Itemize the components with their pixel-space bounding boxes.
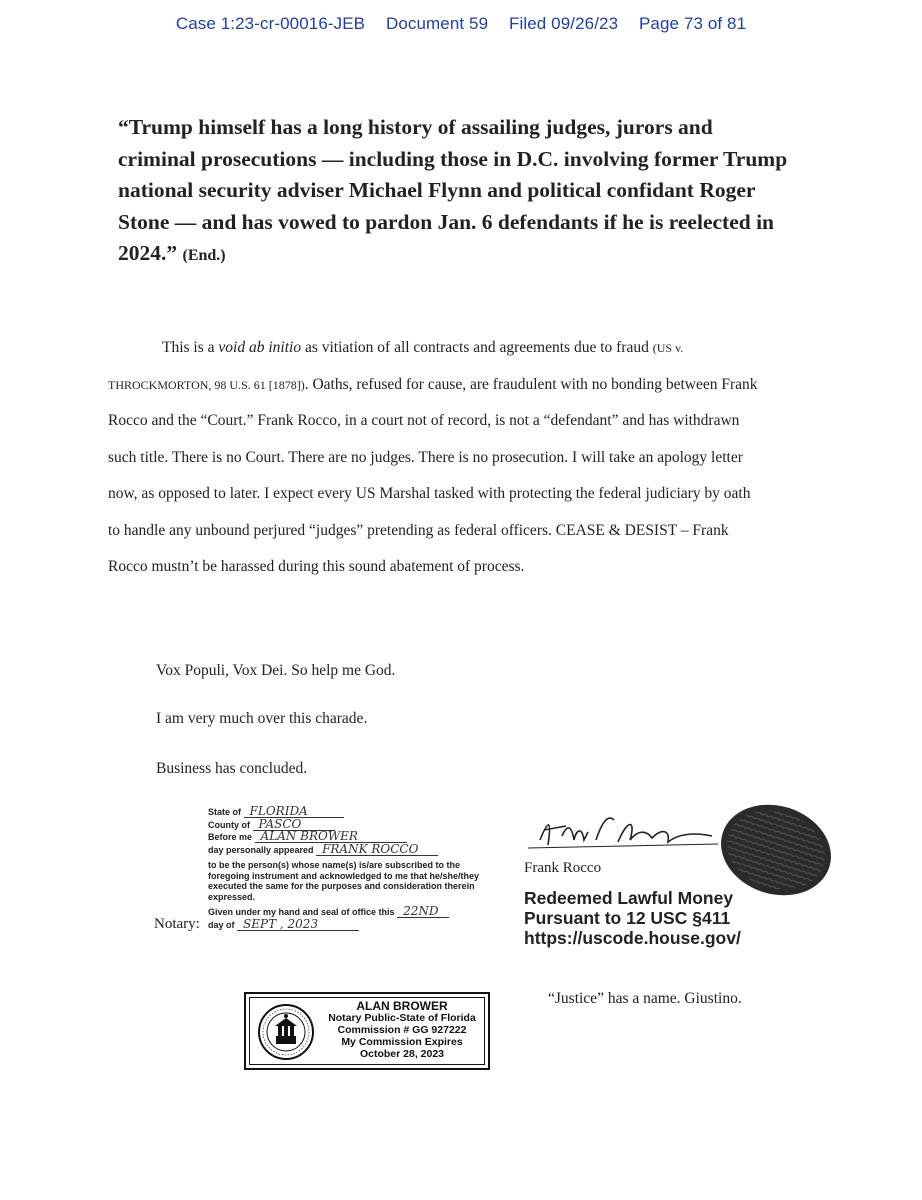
notary-seal <box>244 992 490 1070</box>
seal-line-3: Commission # GG 927222 <box>337 1024 467 1036</box>
body-part2: . Oaths, refused for cause, are fraudulent with no bonding between Frank Rocco and the “Court.” Frank Rocco, in a court not of record, is not a “defendant” and has withdrawn such title. There is no Court. There are no judges. There is no prosecution. I will take an apology letter now, as opposed to later. I expect every US Marshal tasked with protecting the federal judiciary by oath to handle any unbound perjured “judges” pretending as federal officers. CEASE & DESIST – Frank Rocco mustn’t be harassed during this sound abatement of process. <box>108 375 758 575</box>
seal-line-4: My Commission Expires <box>341 1036 463 1048</box>
lawful-money-stamp <box>524 888 741 948</box>
body-citation: (US v. THROCKMORTON, 98 U.S. 61 [1878]) <box>108 341 684 392</box>
signature-area <box>518 800 848 960</box>
body-italic-term: void ab initio <box>218 339 302 356</box>
body-lead: This is a <box>162 339 219 356</box>
state-seal-icon <box>256 1002 316 1062</box>
lawful-line-1: Redeemed Lawful Money <box>524 888 734 908</box>
notary-label: Notary: <box>154 916 200 932</box>
seal-line-5: October 28, 2023 <box>359 1048 445 1060</box>
closing-line-2: I am very much over this charade. <box>156 710 368 727</box>
seal-text <box>320 1000 484 1060</box>
day-of-label: day of <box>208 919 235 930</box>
filed-date: Filed 09/26/23 <box>509 14 619 33</box>
notary-statement: to be the person(s) whose name(s) is/are subscribed to the foregoing instrument and acknowledged to me that he/she/they executed the same for the purposes and consideration therein expressed. <box>208 860 480 902</box>
quote-end-tag: (End.) <box>182 247 226 264</box>
state-label: State of <box>208 807 242 817</box>
page-number: Page 73 of 81 <box>638 14 747 33</box>
lawful-line-2: Pursuant to 12 USC §411 <box>524 908 731 928</box>
quote-text: “Trump himself has a long history of assailing judges, jurors and criminal prosecutions — including those in D.C. involving former Trump national security adviser Michael Flynn and political confidant Roger Stone — and has vowed to pardon Jan. 6 defendants if he is reelected in 2024.” <box>118 115 788 265</box>
quote-block <box>118 112 788 272</box>
day-of-value: SEPT , 2023 <box>237 919 359 931</box>
seal-notary-name: ALAN BROWER <box>356 999 448 1013</box>
seal-line-2: Notary Public-State of Florida <box>328 1012 476 1024</box>
closing-line-3: Business has concluded. <box>156 760 308 777</box>
county-label: County of <box>208 819 250 830</box>
state-value: FLORIDA <box>244 806 344 818</box>
appeared-label: day personally appeared <box>208 844 314 855</box>
before-value: ALAN BROWER <box>255 831 407 843</box>
notary-acknowledgment <box>208 806 498 931</box>
case-header <box>0 14 922 34</box>
before-label: Before me <box>208 832 253 842</box>
given-label: Given under my hand and seal of office this <box>208 907 395 917</box>
body-paragraph <box>108 330 758 586</box>
appeared-value: FRANK ROCCO <box>316 844 438 856</box>
closing-line-1: Vox Populi, Vox Dei. So help me God. <box>156 662 396 679</box>
signer-name: Frank Rocco <box>524 860 602 876</box>
given-day: 22ND <box>397 906 449 918</box>
case-number: Case 1:23-cr-00016-JEB <box>175 14 366 33</box>
body-part1: as vitiation of all contracts and agreements due to fraud <box>301 339 653 356</box>
document-number: Document 59 <box>385 14 489 33</box>
county-value: PASCO <box>253 819 335 831</box>
justice-line: “Justice” has a name. Giustino. <box>548 990 742 1007</box>
lawful-line-3: https://uscode.house.gov/ <box>524 928 741 948</box>
